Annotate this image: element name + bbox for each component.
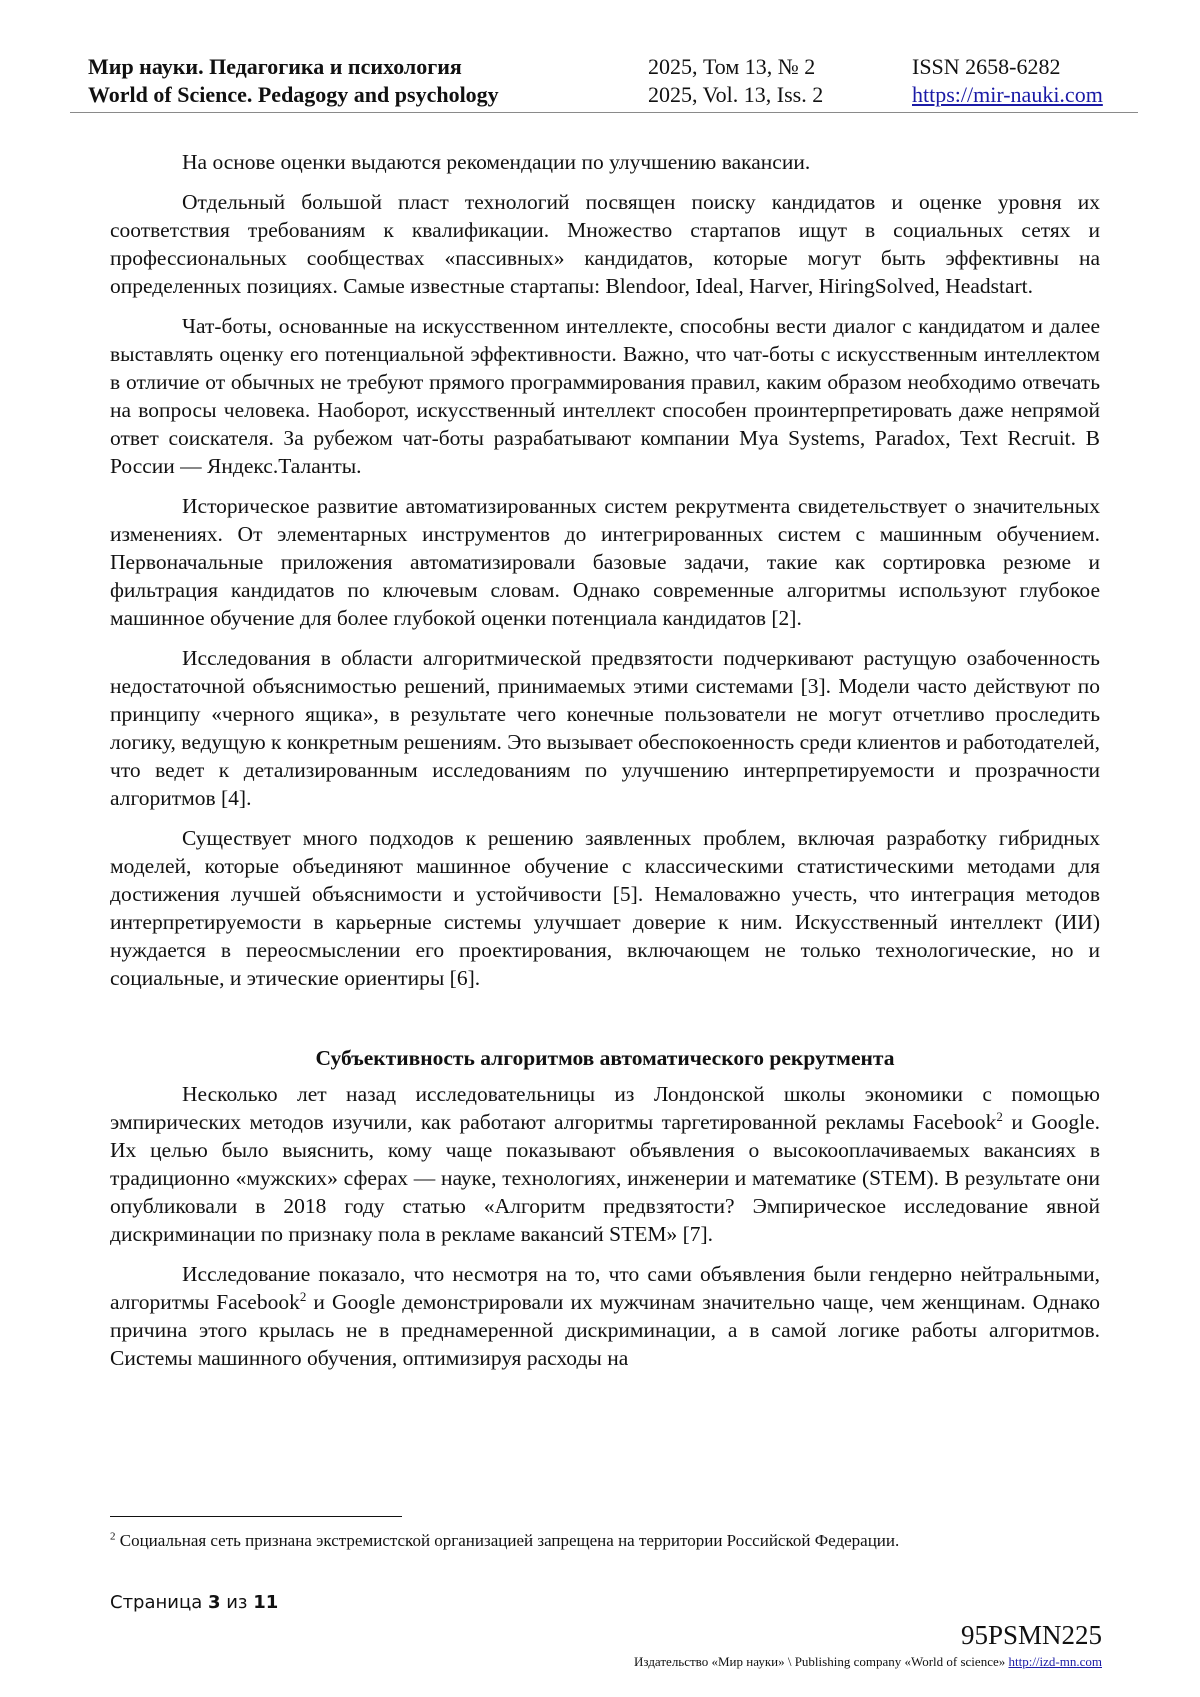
publisher-text: Издательство «Мир науки» \ Publishing company «World of science» — [634, 1654, 1009, 1669]
journal-title-ru: Мир науки. Педагогика и психология — [88, 54, 462, 79]
footnote-text: Социальная сеть признана экстремистской организацией запрещена на территории Российской Федерации. — [115, 1531, 900, 1550]
footnote — [110, 1530, 1100, 1552]
volume-en: 2025, Vol. 13, Iss. 2 — [648, 82, 824, 107]
section-paragraph-1 — [110, 1080, 1100, 1248]
paragraph-6: Существует много подходов к решению заявленных проблем, включая разработку гибридных моделей, которые объединяют машинное обучение с классическими статистическими методами для достижения лучшей объяснимости и устойчивости [5]. Немаловажно учесть, что интеграция методов интерпретируемости в карьерные системы улучшает доверие к ним. Искусственный интеллект (ИИ) нуждается в переосмыслении его проектирования, включающем не только технологические, но и социальные, и этические ориентиры [6]. — [110, 826, 1100, 990]
paragraph-1: На основе оценки выдаются рекомендации по улучшению вакансии. — [182, 150, 811, 174]
paragraph-5: Исследования в области алгоритмической предвзятости подчеркивают растущую озабоченность недостаточной объяснимостью решений, принимаемых этими системами [3]. Модели часто действуют по принципу «черного ящика», в результате чего конечные пользователи не могут отчетливо проследить логику, ведущую к конкретным решениям. Это вызывает обеспокоенность среди клиентов и работодателей, что ведет к детализированным исследованиям по улучшению интерпретируемости и прозрачности алгоритмов [4]. — [110, 646, 1100, 810]
article-code: 95PSMN225 — [960, 1620, 1102, 1650]
text-segment: и Google. Их целью было выяснить, кому чаще показывают объявления о высокооплачиваемых вакансиях в традиционно «мужских» сферах — науке, технологиях, инженерии и математике (STEM). В результате они опубликовали в 2018 году статью «Алгоритм предвзятости? Эмпирическое исследование явной дискриминации по признаку пола в рекламе вакансий STEM» [7]. — [110, 1110, 1100, 1246]
paragraph-4: Историческое развитие автоматизированных систем рекрутмента свидетельствует о значительных изменениях. От элементарных инструментов до интегрированных систем с машинным обучением. Первоначальные приложения автоматизировали базовые задачи, такие как сортировка резюме и фильтрация кандидатов по ключевым словам. Однако современные алгоритмы используют глубокое машинное обучение для более глубокой оценки потенциала кандидатов [2]. — [110, 494, 1100, 630]
footnote-ref[interactable]: 2 — [996, 1108, 1003, 1124]
page-current: 3 — [207, 1592, 221, 1613]
section-paragraph-2 — [110, 1260, 1100, 1372]
paragraph-2: Отдельный большой пласт технологий посвящен поиску кандидатов и оценке уровня их соответствия требованиям к квалификации. Множество стартапов ищут в социальных сетях и профессиональных сообществах «пассивных» кандидатов, которые могут быть эффективны на определенных позициях. Самые известные стартапы: Blendoor, Ideal, Harver, HiringSolved, Headstart. — [110, 190, 1100, 298]
paragraph-3: Чат-боты, основанные на искусственном интеллекте, способны вести диалог с кандидатом и далее выставлять оценку его потенциальной эффективности. Важно, что чат-боты с искусственным интеллектом в отличие от обычных не требуют прямого программирования правил, каким образом необходимо отвечать на вопросы человека. Наоборот, искусственный интеллект способен проинтерпретировать даже непрямой ответ соискателя. За рубежом чат-боты разрабатывают компании Mya Systems, Paradox, Text Recruit. В России — Яндекс.Таланты. — [110, 314, 1100, 478]
page-prefix: Страница — [110, 1592, 208, 1613]
volume-ru: 2025, Том 13, № 2 — [648, 54, 816, 79]
article-body — [110, 148, 1100, 1384]
footnote-divider — [110, 1516, 402, 1517]
text-segment: Несколько лет назад исследовательницы из Лондонской школы экономики с помощью эмпирических методов изучили, как работают алгоритмы таргетированной рекламы Facebook — [110, 1082, 1100, 1134]
footnote-mark: 2 — [110, 1530, 116, 1543]
text-segment: Исследование показало, что несмотря на то, что сами объявления были гендерно нейтральными, алгоритмы Facebook — [110, 1262, 1100, 1314]
page-number — [110, 1592, 278, 1613]
publisher-url-link[interactable]: http://izd-mn.com — [1008, 1654, 1102, 1669]
page-total: 11 — [253, 1592, 279, 1613]
journal-title-en: World of Science. Pedagogy and psychology — [88, 82, 499, 107]
journal-url-link[interactable]: https://mir-nauki.com — [912, 82, 1103, 107]
page-mid: из — [220, 1592, 254, 1613]
journal-header — [88, 54, 1118, 112]
footnote-ref[interactable]: 2 — [299, 1288, 307, 1304]
header-divider — [70, 112, 1138, 113]
issn: ISSN 2658-6282 — [912, 54, 1061, 79]
publisher-line — [634, 1654, 1102, 1670]
text-segment: и Google демонстрировали их мужчинам значительно чаще, чем женщинам. Однако причина этого крылась не в преднамеренной дискриминации, а в самой логике работы алгоритмов. Системы машинного обучения, оптимизируя расходы на — [110, 1290, 1100, 1370]
section-heading: Субъективность алгоритмов автоматического рекрутмента — [315, 1046, 895, 1070]
